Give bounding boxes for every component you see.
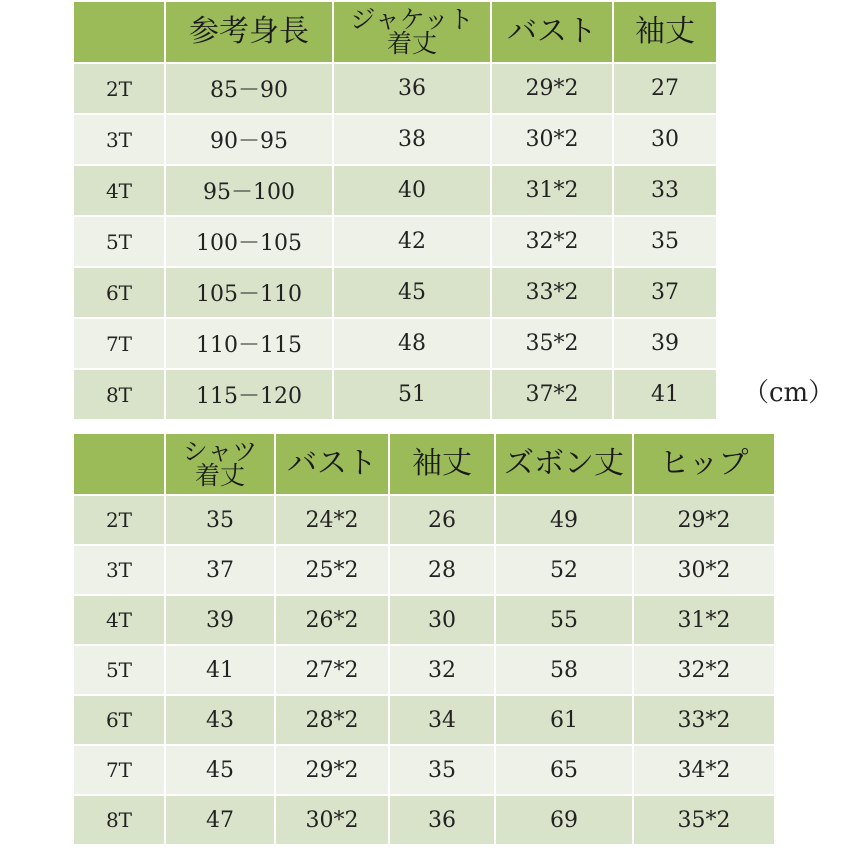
hip-cell: 35*2 — [634, 796, 774, 844]
pants-length-cell: 65 — [496, 746, 632, 794]
table-row — [74, 319, 716, 368]
size-cell: 8T — [74, 370, 164, 419]
jacket-header-length-line1: ジャケット — [350, 4, 474, 34]
sleeve-cell: 39 — [614, 319, 716, 368]
size-cell: 2T — [74, 496, 164, 544]
size-cell: 7T — [74, 319, 164, 368]
sleeve-cell: 37 — [614, 268, 716, 317]
bust-cell: 26*2 — [276, 596, 388, 644]
shirt-header-length-line2: 着丈 — [194, 461, 245, 490]
sleeve-cell: 30 — [390, 596, 494, 644]
table-row — [74, 217, 716, 266]
hip-cell: 31*2 — [634, 596, 774, 644]
hip-cell: 34*2 — [634, 746, 774, 794]
bust-cell: 29*2 — [492, 64, 612, 113]
size-cell: 6T — [74, 696, 164, 744]
bust-cell: 30*2 — [276, 796, 388, 844]
length-cell: 48 — [334, 319, 490, 368]
table-row — [74, 496, 774, 544]
hip-cell: 33*2 — [634, 696, 774, 744]
sleeve-cell: 41 — [614, 370, 716, 419]
height-cell: 85－90 — [166, 64, 332, 113]
pants-length-cell: 58 — [496, 646, 632, 694]
length-cell: 45 — [334, 268, 490, 317]
shirt-header-bust: バスト — [276, 434, 388, 494]
bust-cell: 32*2 — [492, 217, 612, 266]
height-cell: 110－115 — [166, 319, 332, 368]
size-cell: 5T — [74, 646, 164, 694]
pants-length-cell: 69 — [496, 796, 632, 844]
table-row — [74, 546, 774, 594]
size-cell: 7T — [74, 746, 164, 794]
bust-cell: 29*2 — [276, 746, 388, 794]
bust-cell: 25*2 — [276, 546, 388, 594]
jacket-size-table — [72, 0, 718, 421]
table-row — [74, 596, 774, 644]
sleeve-cell: 27 — [614, 64, 716, 113]
size-cell: 3T — [74, 546, 164, 594]
size-cell: 2T — [74, 64, 164, 113]
sleeve-cell: 28 — [390, 546, 494, 594]
jacket-header-corner — [74, 2, 164, 62]
length-cell: 40 — [334, 166, 490, 215]
length-cell: 43 — [166, 696, 274, 744]
pants-length-cell: 61 — [496, 696, 632, 744]
size-cell: 5T — [74, 217, 164, 266]
shirt-header-row — [74, 434, 774, 494]
length-cell: 38 — [334, 115, 490, 164]
bust-cell: 28*2 — [276, 696, 388, 744]
table-row — [74, 166, 716, 215]
size-cell: 4T — [74, 596, 164, 644]
sleeve-cell: 32 — [390, 646, 494, 694]
size-cell: 6T — [74, 268, 164, 317]
hip-cell: 30*2 — [634, 546, 774, 594]
height-cell: 105－110 — [166, 268, 332, 317]
shirt-pants-size-table — [72, 432, 776, 846]
jacket-header-length — [334, 2, 490, 62]
length-cell: 42 — [334, 217, 490, 266]
table-row — [74, 796, 774, 844]
sleeve-cell: 36 — [390, 796, 494, 844]
pants-length-cell: 52 — [496, 546, 632, 594]
table-row — [74, 696, 774, 744]
shirt-header-length — [166, 434, 274, 494]
size-cell: 4T — [74, 166, 164, 215]
table-row — [74, 64, 716, 113]
length-cell: 35 — [166, 496, 274, 544]
length-cell: 51 — [334, 370, 490, 419]
length-cell: 39 — [166, 596, 274, 644]
jacket-header-sleeve: 袖丈 — [614, 2, 716, 62]
hip-cell: 29*2 — [634, 496, 774, 544]
bust-cell: 27*2 — [276, 646, 388, 694]
bust-cell: 35*2 — [492, 319, 612, 368]
table-row — [74, 115, 716, 164]
length-cell: 47 — [166, 796, 274, 844]
jacket-header-length-line2: 着丈 — [386, 29, 437, 58]
shirt-header-corner — [74, 434, 164, 494]
shirt-header-sleeve: 袖丈 — [390, 434, 494, 494]
table-row — [74, 268, 716, 317]
pants-length-cell: 55 — [496, 596, 632, 644]
jacket-header-bust: バスト — [492, 2, 612, 62]
table-row — [74, 646, 774, 694]
height-cell: 100－105 — [166, 217, 332, 266]
sleeve-cell: 34 — [390, 696, 494, 744]
sleeve-cell: 35 — [390, 746, 494, 794]
table-row — [74, 370, 716, 419]
jacket-header-row — [74, 2, 716, 62]
sleeve-cell: 33 — [614, 166, 716, 215]
length-cell: 45 — [166, 746, 274, 794]
length-cell: 36 — [334, 64, 490, 113]
height-cell: 90－95 — [166, 115, 332, 164]
jacket-header-height: 参考身長 — [166, 2, 332, 62]
length-cell: 41 — [166, 646, 274, 694]
sleeve-cell: 30 — [614, 115, 716, 164]
height-cell: 95－100 — [166, 166, 332, 215]
bust-cell: 37*2 — [492, 370, 612, 419]
bust-cell: 31*2 — [492, 166, 612, 215]
sleeve-cell: 26 — [390, 496, 494, 544]
bust-cell: 33*2 — [492, 268, 612, 317]
shirt-header-pants-length: ズボン丈 — [496, 434, 632, 494]
table-row — [74, 746, 774, 794]
hip-cell: 32*2 — [634, 646, 774, 694]
shirt-header-length-line1: シャツ — [182, 436, 258, 466]
length-cell: 37 — [166, 546, 274, 594]
bust-cell: 24*2 — [276, 496, 388, 544]
shirt-header-hip: ヒップ — [634, 434, 774, 494]
height-cell: 115－120 — [166, 370, 332, 419]
unit-label: （cm） — [743, 378, 835, 408]
size-cell: 8T — [74, 796, 164, 844]
pants-length-cell: 49 — [496, 496, 632, 544]
sleeve-cell: 35 — [614, 217, 716, 266]
bust-cell: 30*2 — [492, 115, 612, 164]
size-cell: 3T — [74, 115, 164, 164]
